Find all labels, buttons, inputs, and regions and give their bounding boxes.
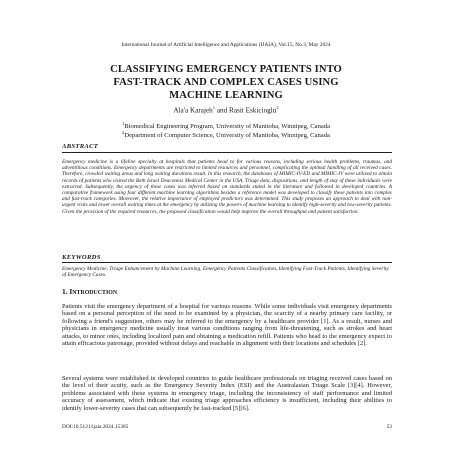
page-footer (62, 424, 392, 430)
section-heading-initial: I (69, 287, 73, 296)
title-line-1: CLASSIFYING EMERGENCY PATIENTS INTO (110, 64, 342, 75)
introduction-heading (62, 287, 117, 296)
paper-title (0, 63, 452, 102)
author-2-affiliation-mark: 2 (276, 105, 279, 110)
author-list (0, 105, 452, 114)
title-line-3: MACHINE LEARNING (169, 90, 283, 101)
abstract-text: Emergency medicine is a lifeline specialty at hospitals that patients head to for various reasons, including serious health problems, traumas, and adventitious conditions. Emergency departments are restricted to limited resources and personnel, complicating the optimal handling of all received cases. Therefore, crowded waiting areas and long waiting durations result. In this research, the databases of MIMIC-IV-ED and MIMIC-IV were utilized to obtain records of patients who visited the Beth Israel Deaconess Medical Center in the USA. Triage data, dispositions, and length of stay of these individuals were extracted. Subsequently, the urgency of these cases was inferred based on standards stated in the literature and followed in developed countries. A comparative framework using four different machine learning algorithms besides a reference model was developed to classify these patients into complex and fast-track categories. Moreover, the relative importance of employed predictors was determined. This study proposes an approach to deal with non-urgent visits and lower overall waiting times at the emergency by utilizing the powers of machine learning to identify high-severity and low-severity patients. Given the provision of the required resources, the proposed classification would help improve the overall throughput and patient satisfaction. (62, 159, 392, 215)
affiliation-1-mark: 1 (121, 121, 125, 126)
author-1: Ala'a Karajeh (173, 106, 213, 115)
abstract-heading: ABSTRACT (62, 143, 99, 150)
intro-paragraph-2: Several systems were established in developed countries to guide healthcare professionals on triaging received cases based on the level of their acuity, such as the Emergency Severity Index (ESI) and the Australasian Triage Scale [3][4]. However, problems associated with these systems in emergency triage, including the inconsistency of staff performance and limited accuracy of assessment, which indicate that existing triage approaches efficiency is insufficient, including their abilities to identify lower-severity cases that can subsequently be fast-tracked [5][6]. (62, 375, 392, 412)
affiliation-1-text: Biomedical Engineering Program, University of Manitoba, Winnipeg, Canada (124, 123, 331, 131)
keywords-heading: KEYWORDS (62, 254, 101, 261)
intro-paragraph-1: Patients visit the emergency department of a hospital for various reasons. While some individuals visit emergency departments based on a personal perception of the need to be examined by a physician, the scarcity of a nearby primary care facility, or following a friend's suggestion, others may be referred to the emergency by a healthcare provider [1]. As a result, nurses and physicians in emergency medicine usually treat various conditions ranging from life-threatening, such as strokes and heart attacks, to minor ones, including localized pain and obtaining a medication refill. Patients who head to the emergency expect to attain efficacious patronage, provided without delays and reachable in alignment with their locations and schedules [2]. (62, 303, 392, 348)
abstract-top-rule (62, 152, 392, 153)
author-1-affiliation-mark: 1 (212, 105, 216, 110)
affiliation-1 (0, 121, 452, 130)
journal-header: International Journal of Artificial Intelligence and Applications (IJAIA), Vol.15, No.3, May 2024 (121, 42, 331, 48)
affiliation-2 (0, 130, 452, 139)
section-number: 1. (62, 287, 70, 296)
title-line-2: FAST-TRACK AND COMPLEX CASES USING (113, 77, 339, 88)
keywords-text: Emergency Medicine, Triage Enhancement by Machine Learning, Emergency Patients Classification, Identifying Fast-Track Patients, Identifying Severity of Emergency Cases. (62, 266, 389, 279)
author-2: Rasit Eskicioglu (229, 106, 277, 115)
keywords-top-rule (62, 262, 392, 263)
affiliation-2-text: Department of Computer Science, University of Manitoba, Winnipeg, Canada (124, 132, 330, 140)
doi-text: DOI:10.5121/ijaia.2024.15305 (62, 424, 129, 430)
page-number: 53 (386, 424, 392, 430)
section-heading-rest: NTRODUCTION (72, 290, 118, 296)
author-separator: and (215, 106, 230, 115)
affiliation-2-mark: 2 (122, 130, 125, 135)
